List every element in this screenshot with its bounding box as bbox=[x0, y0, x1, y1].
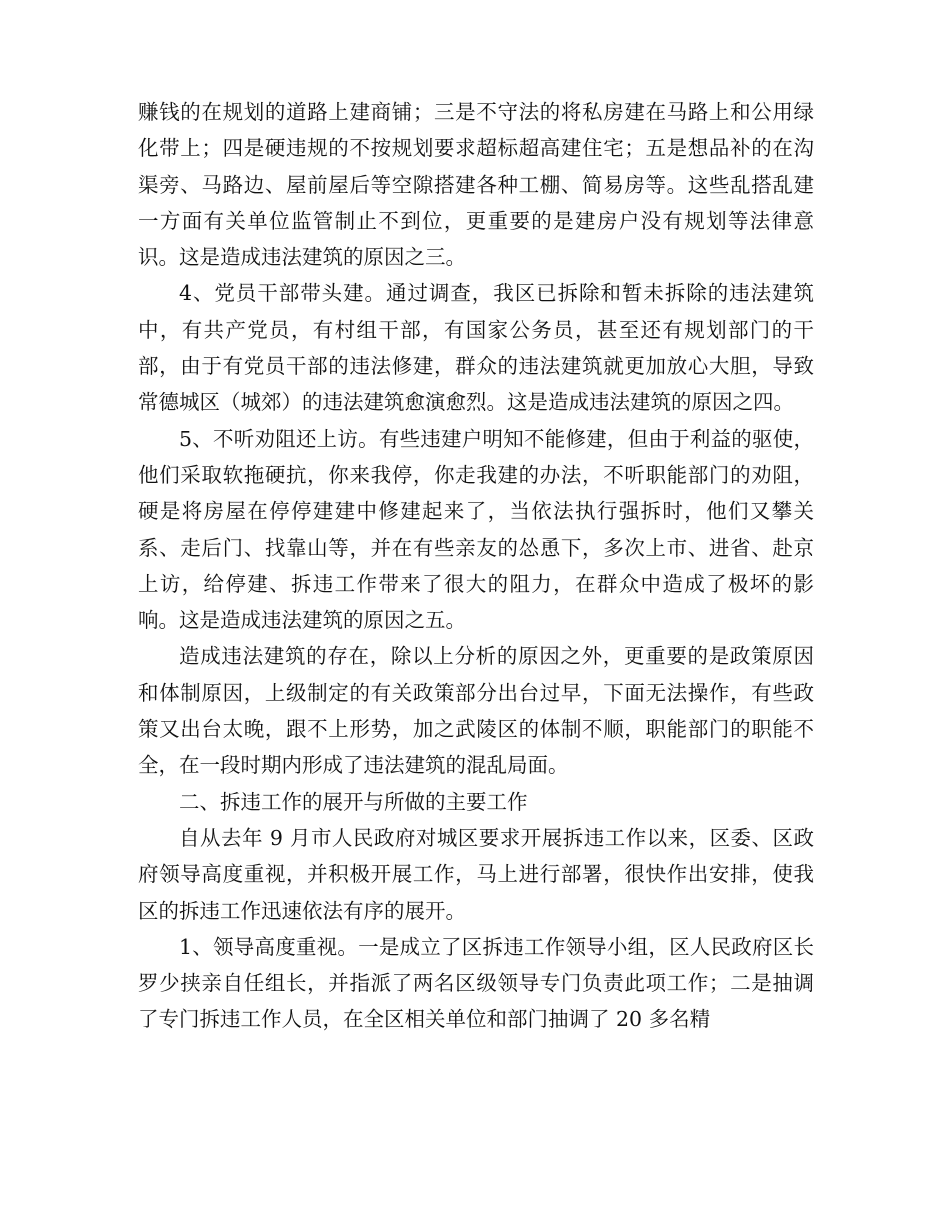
paragraph-6: 1、领导高度重视。一是成立了区拆违工作领导小组，区人民政府区长罗少挟亲自任组长，并指派了两名区级领导专门负责此项工作；二是抽调了专门拆违工作人员，在全区相关单位和部门抽调了 20 多名精 bbox=[138, 934, 814, 1032]
paragraph-5: 自从去年 9 月市人民政府对城区要求开展拆违工作以来，区委、区政府领导高度重视，并积极开展工作，马上进行部署，很快作出安排，使我区的拆违工作迅速依法有序的展开。 bbox=[138, 825, 814, 923]
paragraph-3: 5、不听劝阻还上访。有些违建户明知不能修建，但由于利益的驱使，他们采取软拖硬抗，你来我停，你走我建的办法，不听职能部门的劝阻，硬是将房屋在停停建建中修建起来了，当依法执行强拆时，他们又攀关系、走后门、找靠山等，并在有些亲友的怂恿下，多次上市、进省、赴京上访，给停建、拆违工作带来了很大的阻力，在群众中造成了极坏的影响。这是造成违法建筑的原因之五。 bbox=[138, 426, 814, 633]
document-page bbox=[138, 94, 814, 1038]
paragraph-1: 赚钱的在规划的道路上建商铺；三是不守法的将私房建在马路上和公用绿化带上；四是硬违规的不按规划要求超标超高建住宅；五是想品补的在沟渠旁、马路边、屋前屋后等空隙搭建各种工棚、简易房等。这些乱搭乱建一方面有关单位监管制止不到位，更重要的是建房户没有规划等法律意识。这是造成违法建筑的原因之三。 bbox=[138, 100, 814, 270]
section-heading: 二、拆违工作的展开与所做的主要工作 bbox=[179, 789, 528, 814]
paragraph-4: 造成违法建筑的存在，除以上分析的原因之外，更重要的是政策原因和体制原因，上级制定的有关政策部分出台过早，下面无法操作，有些政策又出台太晚，跟不上形势，加之武陵区的体制不顺，职能部门的职能不全，在一段时期内形成了违法建筑的混乱局面。 bbox=[138, 644, 814, 778]
paragraph-2: 4、党员干部带头建。通过调查，我区已拆除和暂未拆除的违法建筑中，有共产党员，有村组干部，有国家公务员，甚至还有规划部门的干部，由于有党员干部的违法修建，群众的违法建筑就更加放心大胆，导致常德城区（城郊）的违法建筑愈演愈烈。这是造成违法建筑的原因之四。 bbox=[138, 281, 814, 415]
